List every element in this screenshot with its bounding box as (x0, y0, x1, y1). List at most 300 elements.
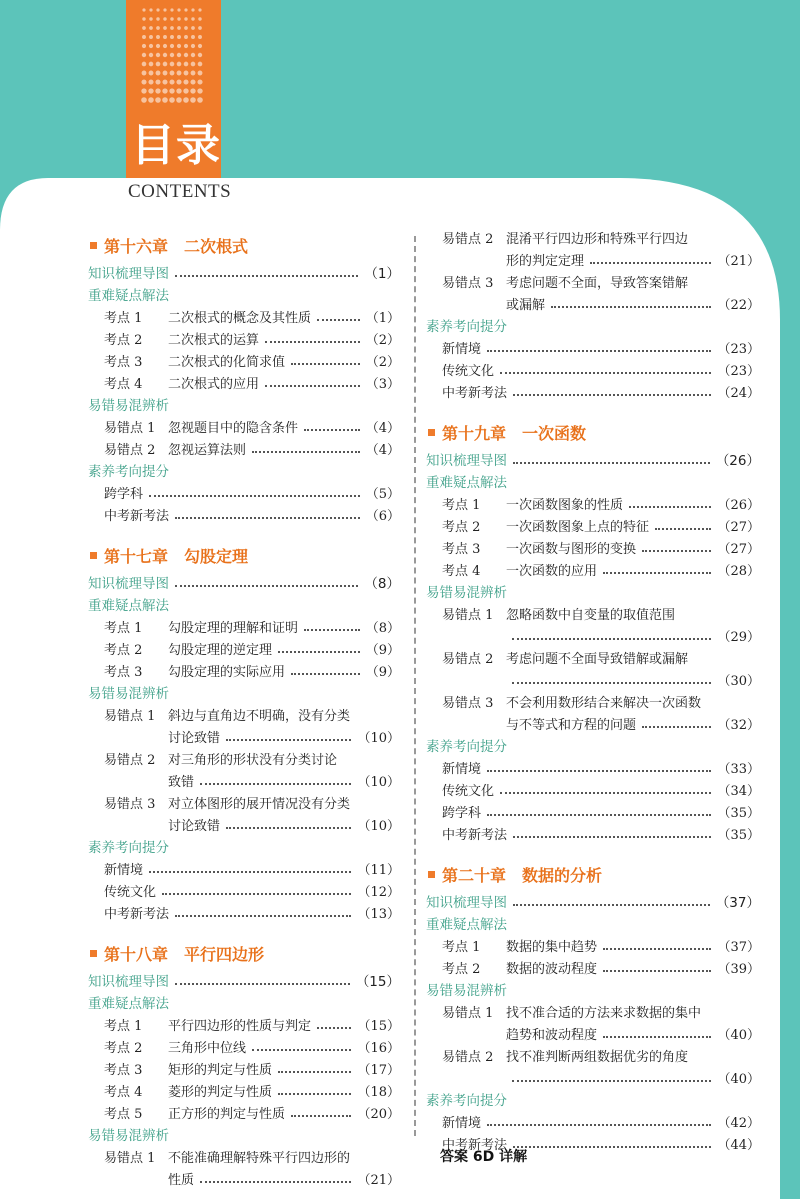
decoration-dot (170, 17, 173, 20)
entry-title: 忽略函数中自变量的取值范围 (506, 608, 676, 623)
section-gap (88, 524, 400, 540)
leader-dots (512, 1080, 711, 1082)
toc-entry (426, 379, 760, 401)
entry-title: 二次根式的应用 (168, 377, 260, 392)
decoration-dot (156, 71, 161, 76)
page-number: （20） (357, 1107, 400, 1122)
entry-title: 矩形的判定与性质 (168, 1063, 273, 1078)
page-number: （42） (717, 1116, 760, 1131)
decoration-dot (177, 17, 180, 20)
decoration-dot (163, 26, 167, 30)
entry-label: 易错点 2 (104, 443, 156, 458)
decoration-dot (191, 17, 194, 20)
entry-title: 对立体图形的展开情况没有分类 (168, 797, 351, 812)
decoration-dot (198, 8, 201, 11)
leader-dots (513, 462, 710, 464)
decoration-dot (190, 97, 196, 103)
entry-label: 考点 4 (104, 1085, 143, 1100)
entry-title: 新情境 (442, 1116, 482, 1131)
decoration-dot (163, 17, 166, 20)
decoration-dot (183, 97, 189, 103)
decoration-dot (191, 8, 194, 11)
decoration-dot (149, 8, 152, 11)
entry-title: 与不等式和方程的问题 (506, 718, 637, 733)
page-number: （26） (715, 453, 760, 469)
leader-dots (149, 871, 351, 873)
toc-entry (88, 878, 400, 900)
section-title: 重难疑点解法 (88, 288, 169, 304)
toc-entry (88, 502, 400, 524)
page-number: （10） (357, 775, 400, 790)
leader-dots (265, 341, 360, 343)
entry-title: 菱形的判定与性质 (168, 1085, 273, 1100)
decoration-dot (141, 79, 146, 84)
section-title: 易错易混辨析 (88, 686, 169, 702)
toc-entry-continuation (88, 768, 400, 790)
leader-dots (317, 1027, 351, 1029)
page-number: （10） (357, 731, 400, 746)
decoration-dot (155, 79, 160, 84)
decoration-dot (163, 35, 167, 39)
decoration-dot (198, 26, 202, 30)
dot-pattern-decoration (126, 0, 221, 120)
decoration-dot (198, 53, 202, 57)
decoration-dot (163, 71, 168, 76)
leader-dots (487, 770, 711, 772)
decoration-dot (142, 62, 147, 67)
section-title: 知识梳理导图 (426, 895, 507, 911)
entry-title: 勾股定理的理解和证明 (168, 621, 299, 636)
decoration-dot (184, 17, 187, 20)
entry-title: 勾股定理的实际应用 (168, 665, 286, 680)
toc-entry-continuation (88, 812, 400, 834)
entry-title: 勾股定理的逆定理 (168, 643, 273, 658)
decoration-dot (198, 71, 203, 76)
decoration-dot (162, 88, 167, 93)
chapter-heading (88, 540, 400, 570)
section-title: 知识梳理导图 (88, 266, 169, 282)
page-number: （28） (717, 564, 760, 579)
decoration-dot (156, 26, 160, 30)
toc-entry (88, 348, 400, 370)
leader-dots (513, 904, 710, 906)
toc-entry (426, 955, 760, 977)
entry-title: 新情境 (104, 863, 144, 878)
entry-label: 考点 1 (442, 940, 481, 955)
leader-dots (590, 262, 711, 264)
decoration-dot (149, 26, 153, 30)
entry-title: 致错 (168, 775, 195, 790)
entry-title: 中考新考法 (104, 907, 170, 922)
leader-dots (487, 814, 711, 816)
decoration-dot (156, 8, 159, 11)
leader-dots (175, 983, 350, 985)
page-number: （8） (364, 576, 400, 592)
decoration-dot (169, 88, 174, 93)
page-number: （15） (357, 1019, 400, 1034)
toc-section (88, 680, 400, 702)
entry-title: 跨学科 (104, 487, 144, 502)
leader-dots (500, 372, 711, 374)
section-title: 易错易混辨析 (88, 398, 169, 414)
decoration-dot (191, 35, 195, 39)
entry-title: 中考新考法 (442, 1138, 508, 1153)
decoration-dot (190, 79, 195, 84)
page-number: （23） (717, 342, 760, 357)
column-divider (414, 236, 416, 1136)
leader-dots (175, 275, 358, 277)
decoration-dot (141, 97, 147, 103)
toc-entry-continuation (426, 623, 760, 645)
section-title: 知识梳理导图 (88, 974, 169, 990)
decoration-dot (142, 44, 146, 48)
toc-left-column (88, 230, 400, 1188)
page-number: （22） (717, 298, 760, 313)
decoration-dot (191, 26, 195, 30)
decoration-dot (170, 8, 173, 11)
entry-title: 中考新考法 (442, 828, 508, 843)
page-number: （5） (365, 487, 400, 502)
toc-entry (88, 702, 400, 724)
entry-label: 易错点 3 (442, 276, 494, 291)
entry-title: 数据的集中趋势 (506, 940, 598, 955)
entry-label: 考点 3 (442, 542, 481, 557)
page-number: （33） (717, 762, 760, 777)
decoration-dot (177, 8, 180, 11)
entry-label: 考点 2 (442, 520, 481, 535)
section-title: 知识梳理导图 (88, 576, 169, 592)
toc-entry (426, 755, 760, 777)
page-number: （17） (357, 1063, 400, 1078)
toc-entry (426, 269, 760, 291)
decoration-dot (170, 44, 174, 48)
page-number: （12） (357, 885, 400, 900)
toc-entry (88, 326, 400, 348)
decoration-dot (149, 71, 154, 76)
toc-section (88, 458, 400, 480)
decoration-dot (184, 35, 188, 39)
page-number: （40） (717, 1028, 760, 1043)
page-number: （39） (717, 962, 760, 977)
decoration-dot (197, 97, 203, 103)
section-title: 易错易混辨析 (426, 585, 507, 601)
entry-label: 考点 3 (104, 1063, 143, 1078)
decoration-dot (197, 88, 202, 93)
toc-section (88, 834, 400, 856)
toc-entry (88, 900, 400, 922)
leader-dots (149, 495, 360, 497)
section-gap (426, 401, 760, 417)
chapter-heading (88, 938, 400, 968)
toc-entry (88, 414, 400, 436)
decoration-dot (198, 35, 202, 39)
decoration-dot (191, 44, 195, 48)
toc-entry (88, 1100, 400, 1122)
page-title: 目录 (131, 120, 221, 171)
entry-title: 忽视运算法则 (168, 443, 247, 458)
decoration-dot (156, 62, 161, 67)
leader-dots (512, 682, 711, 684)
entry-title: 或漏解 (506, 298, 546, 313)
decoration-dot (148, 88, 153, 93)
bullet-square-icon (428, 429, 435, 436)
entry-title: 找不准合适的方法来求数据的集中 (506, 1006, 702, 1021)
page-subtitle: CONTENTS (128, 181, 232, 202)
leader-dots (304, 429, 360, 431)
entry-title: 传统文化 (442, 784, 495, 799)
chapter-title: 第十八章 平行四边形 (104, 944, 265, 964)
page-number: （37） (715, 895, 760, 911)
entry-title: 三角形中位线 (168, 1041, 247, 1056)
decoration-dot (177, 71, 182, 76)
section-gap (88, 922, 400, 938)
decoration-dot (149, 62, 154, 67)
toc-entry (426, 535, 760, 557)
leader-dots (487, 1124, 711, 1126)
toc-section (88, 260, 400, 282)
toc-entry-continuation (426, 1021, 760, 1043)
decoration-dot (183, 79, 188, 84)
entry-label: 考点 1 (104, 311, 143, 326)
entry-title: 性质 (168, 1173, 195, 1188)
toc-entry-continuation (88, 724, 400, 746)
entry-label: 易错点 2 (442, 652, 494, 667)
entry-title: 趋势和波动程度 (506, 1028, 598, 1043)
entry-label: 易错点 1 (442, 608, 494, 623)
decoration-dot (191, 71, 196, 76)
toc-entry (426, 933, 760, 955)
page-number: （26） (717, 498, 760, 513)
toc-entry-continuation (426, 667, 760, 689)
leader-dots (252, 1049, 351, 1051)
leader-dots (175, 915, 351, 917)
leader-dots (513, 394, 711, 396)
leader-dots (175, 517, 360, 519)
decoration-dot (149, 53, 153, 57)
entry-label: 易错点 3 (442, 696, 494, 711)
toc-entry (426, 1043, 760, 1065)
toc-section (426, 889, 760, 911)
toc-section (426, 1087, 760, 1109)
toc-entry (426, 225, 760, 247)
toc-section (88, 392, 400, 414)
decoration-dot (142, 35, 146, 39)
decoration-dot (148, 97, 154, 103)
page-number: （4） (365, 421, 400, 436)
toc-section (88, 968, 400, 990)
entry-label: 考点 1 (442, 498, 481, 513)
toc-entry (426, 689, 760, 711)
decoration-dot (176, 88, 181, 93)
page-number: （27） (717, 520, 760, 535)
leader-dots (278, 1071, 351, 1073)
toc-section (426, 313, 760, 335)
leader-dots (162, 893, 351, 895)
page-number: （37） (717, 940, 760, 955)
page-number: （2） (365, 355, 400, 370)
toc-entry (88, 1034, 400, 1056)
toc-entry (88, 636, 400, 658)
toc-entry (88, 746, 400, 768)
entry-title: 考虑问题不全面导致错解或漏解 (506, 652, 689, 667)
leader-dots (252, 451, 360, 453)
leader-dots (291, 363, 360, 365)
page-number: （35） (717, 806, 760, 821)
chapter-title: 第十六章 二次根式 (104, 236, 249, 256)
entry-title: 不能准确理解特殊平行四边形的 (168, 1151, 351, 1166)
section-gap (426, 843, 760, 859)
leader-dots (512, 638, 711, 640)
chapter-title: 第十七章 勾股定理 (104, 546, 249, 566)
decoration-dot (183, 88, 188, 93)
decoration-dot (162, 79, 167, 84)
page-number: （11） (357, 863, 400, 878)
section-title: 知识梳理导图 (426, 453, 507, 469)
page-number: （15） (355, 974, 400, 990)
toc-right-column (426, 225, 760, 1153)
toc-entry (426, 335, 760, 357)
toc-entry (426, 357, 760, 379)
decoration-dot (190, 88, 195, 93)
toc-entry (88, 614, 400, 636)
decoration-dot (142, 17, 145, 20)
toc-entry (426, 999, 760, 1021)
page-number: （10） (357, 819, 400, 834)
entry-label: 易错点 2 (104, 753, 156, 768)
entry-label: 考点 2 (104, 333, 143, 348)
decoration-dot (149, 35, 153, 39)
decoration-dot (191, 62, 196, 67)
decoration-dot (163, 53, 167, 57)
entry-label: 考点 1 (104, 621, 143, 636)
leader-dots (278, 1093, 351, 1095)
decoration-dot (156, 53, 160, 57)
decoration-dot (198, 17, 201, 20)
toc-section (88, 592, 400, 614)
leader-dots (603, 572, 711, 574)
page-number: （8） (365, 621, 400, 636)
leader-dots (642, 550, 711, 552)
entry-label: 考点 2 (104, 1041, 143, 1056)
leader-dots (487, 350, 711, 352)
entry-title: 斜边与直角边不明确，没有分类 (168, 709, 351, 724)
answer-note: 答案 6D 详解 (440, 1149, 528, 1165)
entry-label: 考点 2 (442, 962, 481, 977)
entry-label: 易错点 1 (104, 421, 156, 436)
bullet-square-icon (428, 871, 435, 878)
entry-title: 对三角形的形状没有分类讨论 (168, 753, 338, 768)
decoration-dot (184, 8, 187, 11)
section-title: 素养考向提分 (88, 464, 169, 480)
decoration-dot (170, 71, 175, 76)
toc-entry-continuation (426, 291, 760, 313)
entry-title: 新情境 (442, 342, 482, 357)
leader-dots (655, 528, 711, 530)
chapter-heading (426, 417, 760, 447)
toc-entry (426, 1109, 760, 1131)
toc-section (426, 911, 760, 933)
leader-dots (603, 970, 711, 972)
entry-title: 跨学科 (442, 806, 482, 821)
entry-label: 易错点 1 (104, 1151, 156, 1166)
leader-dots (200, 1181, 351, 1183)
page-number: （18） (357, 1085, 400, 1100)
leader-dots (265, 385, 360, 387)
entry-title: 一次函数的应用 (506, 564, 598, 579)
decoration-dot (169, 97, 175, 103)
decoration-dot (149, 17, 152, 20)
toc-entry (426, 491, 760, 513)
entry-label: 易错点 1 (442, 1006, 494, 1021)
toc-section (88, 990, 400, 1012)
toc-entry (88, 856, 400, 878)
toc-entry (88, 436, 400, 458)
page-number: （34） (717, 784, 760, 799)
decoration-dot (155, 88, 160, 93)
decoration-dot (176, 97, 182, 103)
entry-title: 传统文化 (104, 885, 157, 900)
entry-title: 不会利用数形结合来解决一次函数 (506, 696, 702, 711)
toc-entry (88, 790, 400, 812)
entry-title: 中考新考法 (104, 509, 170, 524)
decoration-dot (156, 35, 160, 39)
page-number: （30） (717, 674, 760, 689)
toc-entry (426, 601, 760, 623)
decoration-dot (170, 35, 174, 39)
page-number: （9） (365, 643, 400, 658)
decoration-dot (197, 79, 202, 84)
entry-label: 考点 4 (104, 377, 143, 392)
entry-title: 数据的波动程度 (506, 962, 598, 977)
decoration-dot (170, 62, 175, 67)
entry-title: 形的判定定理 (506, 254, 585, 269)
entry-title: 忽视题目中的隐含条件 (168, 421, 299, 436)
decoration-dot (184, 71, 189, 76)
chapter-heading (426, 859, 760, 889)
entry-title: 讨论致错 (168, 819, 221, 834)
section-title: 素养考向提分 (88, 840, 169, 856)
decoration-dot (184, 26, 188, 30)
leader-dots (629, 506, 711, 508)
decoration-dot (163, 44, 167, 48)
leader-dots (603, 948, 711, 950)
page-number: （2） (365, 333, 400, 348)
decoration-dot (170, 53, 174, 57)
page-number: （1） (364, 266, 400, 282)
chapter-title: 第二十章 数据的分析 (442, 865, 603, 885)
decoration-dot (169, 79, 174, 84)
page-number: （35） (717, 828, 760, 843)
toc-section (426, 579, 760, 601)
entry-label: 易错点 2 (442, 1050, 494, 1065)
toc-entry (426, 557, 760, 579)
entry-title: 混淆平行四边形和特殊平行四边 (506, 232, 689, 247)
toc-section (88, 282, 400, 304)
decoration-dot (156, 17, 159, 20)
leader-dots (226, 739, 351, 741)
toc-entry-continuation (88, 1166, 400, 1188)
leader-dots (500, 792, 711, 794)
entry-label: 易错点 2 (442, 232, 494, 247)
entry-title: 传统文化 (442, 364, 495, 379)
toc-entry (426, 799, 760, 821)
leader-dots (551, 306, 711, 308)
decoration-dot (170, 26, 174, 30)
entry-label: 易错点 3 (104, 797, 156, 812)
toc-entry (88, 1078, 400, 1100)
leader-dots (304, 629, 360, 631)
entry-title: 二次根式的化简求值 (168, 355, 286, 370)
